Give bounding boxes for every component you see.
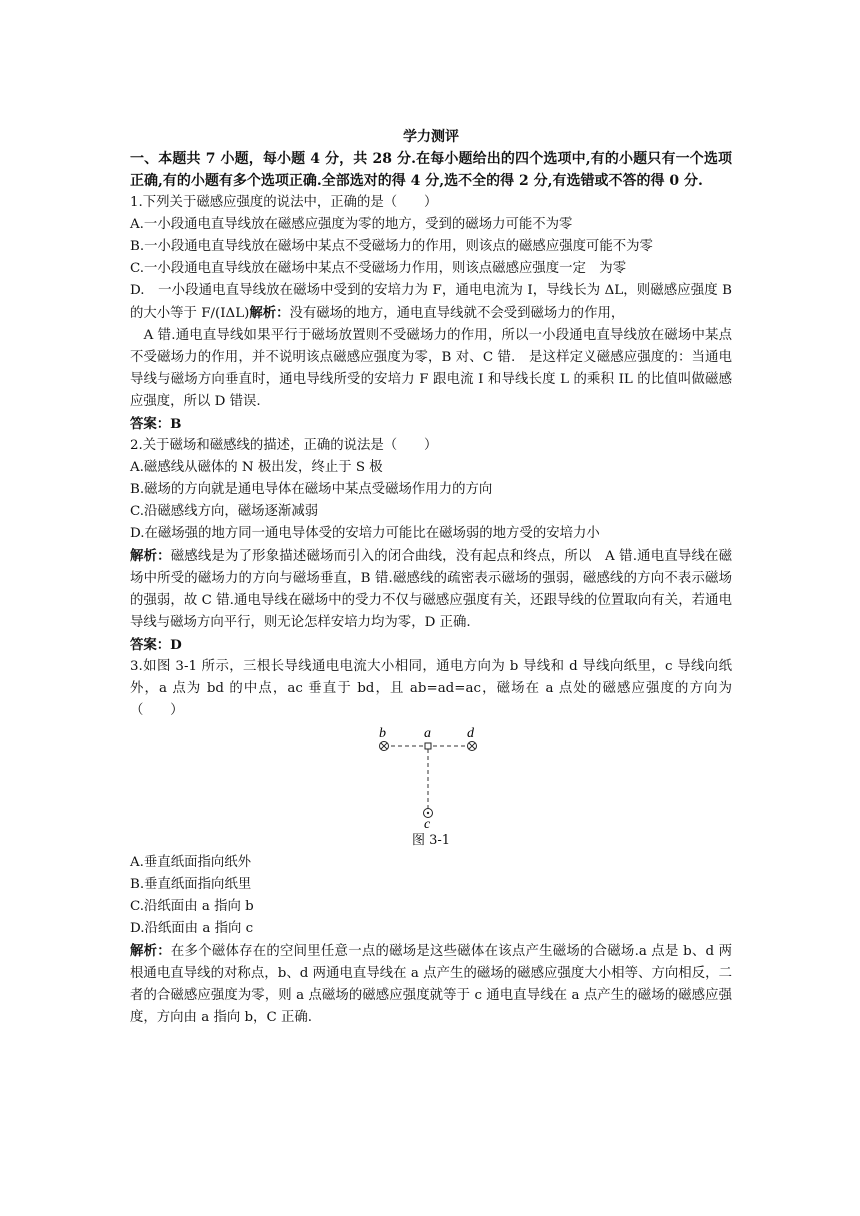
q2-stem: 2.关于磁场和磁感线的描述，正确的说法是（ ）	[130, 438, 438, 453]
q2-option-d: D.在磁场强的地方同一通电导体受的安培力可能比在磁场弱的地方受的安培力小	[130, 526, 600, 541]
section-heading: 一、本题共 7 小题，每小题 4 分，共 28 分.在每小题给出的四个选项中,有的小题只有一个选项正确,有的小题有多个选项正确.全部选对的得 4 分,选不全的得 2 分,有选错或不答的得 0 分.	[130, 151, 732, 189]
q3-analysis: 在多个磁体存在的空间里任意一点的磁场是这些磁体在该点产生磁场的合磁场.a 点是 b、d 两根通电直导线的对称点，b、d 两通电直导线在 a 点产生的磁场的磁感应强度大小相等、方向相反，二者的合磁感应强度为零，则 a 点磁场的磁感应强度就等于 c 通电直导线在 a 点产生的磁场的磁感应强度，方向由 a 指向 b，C 正确.	[130, 944, 733, 1025]
q1-option-a: A.一小段通电直导线放在磁感应强度为零的地方，受到的磁场力可能不为零	[130, 217, 573, 232]
q1-option-c: C.一小段通电直导线放在磁场中某点不受磁场力作用，则该点磁感应强度一定 为零	[130, 261, 627, 276]
wire-b-into-page-icon	[380, 742, 389, 751]
q2-option-c: C.沿磁感线方向，磁场逐渐减弱	[130, 504, 319, 519]
figure-3-1	[130, 722, 732, 830]
q1-analysis-label: 解析：	[249, 305, 290, 321]
label-a: a	[424, 726, 431, 741]
q2-analysis: 磁感线是为了形象描述磁场而引入的闭合曲线，没有起点和终点，所以 A 错.通电直导线在磁场中所受的磁场力的方向与磁场垂直，B 错.磁感线的疏密表示磁场的强弱，磁感线的方向不表示磁场的强弱，故 C 错.通电导线在磁场中的受力不仅与磁感应强度有关，还跟导线的位置取向有关，若通电导线与磁场方向平行，则无论怎样安培力均为零，D 正确.	[130, 549, 732, 630]
label-d: d	[467, 726, 474, 741]
q1-option-b: B.一小段通电直导线放在磁场中某点不受磁场力的作用，则该点的磁感应强度可能不为零	[130, 239, 653, 254]
q1-analysis: A 错.通电直导线如果平行于磁场放置则不受磁场力的作用，所以一小段通电直导线放在磁场中某点不受磁场力的作用，并不说明该点磁感应强度为零，B 对、C 错. 是这样定义磁感应强度的：当通电导线与磁场方向垂直时，通电导线所受的安培力 F 跟电流 I 和导线长度 L 的乘积 IL 的比值叫做磁感应强度，所以 D 错误.	[130, 328, 732, 409]
q2-answer: 答案：D	[130, 637, 182, 653]
q1-stem: 1.下列关于磁感应强度的说法中，正确的是（ ）	[130, 195, 438, 210]
label-b: b	[379, 726, 386, 741]
q1-answer: 答案：B	[130, 416, 182, 432]
q3-analysis-label: 解析：	[130, 943, 171, 959]
q2-option-b: B.磁场的方向就是通电导体在磁场中某点受磁场作用力的方向	[130, 482, 493, 497]
wire-d-into-page-icon	[468, 742, 477, 751]
q2-analysis-block	[130, 545, 732, 634]
q3-stem: 3.如图 3-1 所示，三根长导线通电电流大小相同，通电方向为 b 导线和 d 导线向纸里，c 导线向纸外，a 点为 bd 的中点，ac 垂直于 bd，且 ab=ad=ac，磁场在 a 点处的磁感应强度的方向为 （ ）	[130, 659, 746, 718]
q1-analysis-inline: 没有磁场的地方，通电直导线就不会受到磁场力的作用，	[289, 306, 625, 321]
q2-analysis-label: 解析：	[130, 548, 171, 564]
q1-option-d-with-analysis	[130, 280, 732, 325]
q1-option-d: D. 一小段通电直导线放在磁场中受到的安培力为 F，通电电流为 I，导线长为 ΔL，则磁感应强度 B 的大小等于 F/(IΔL)	[130, 283, 732, 321]
q3-option-c: C.沿纸面由 a 指向 b	[130, 899, 254, 914]
wire-diagram	[370, 722, 490, 830]
q3-option-a: A.垂直纸面指向纸外	[130, 855, 252, 870]
label-c: c	[424, 817, 431, 830]
q3-option-b: B.垂直纸面指向纸里	[130, 877, 252, 892]
q3-analysis-block	[130, 940, 732, 1029]
figure-caption: 图 3-1	[411, 833, 451, 848]
page-title: 学力测评	[403, 129, 459, 145]
point-a-marker	[425, 743, 431, 749]
document-page	[130, 126, 746, 1029]
q3-option-d: D.沿纸面由 a 指向 c	[130, 921, 254, 936]
q2-option-a: A.磁感线从磁体的 N 极出发，终止于 S 极	[130, 460, 383, 475]
